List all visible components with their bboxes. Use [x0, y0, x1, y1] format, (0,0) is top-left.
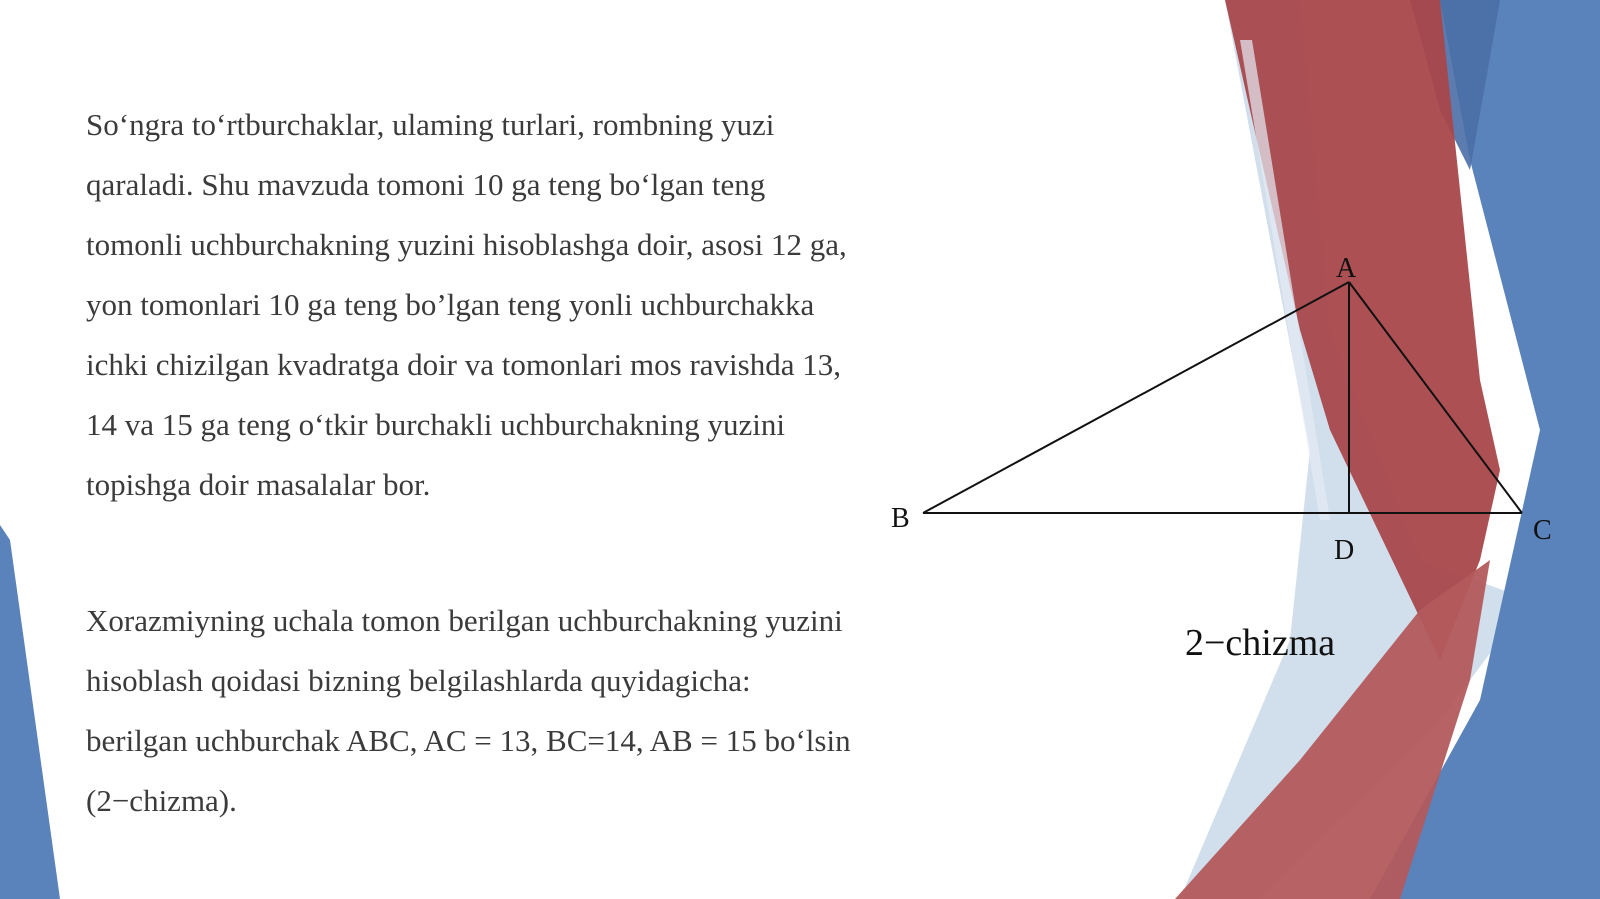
side-ab — [923, 282, 1349, 513]
vertex-label-c: C — [1533, 515, 1552, 546]
paragraph-1: So‘ngra to‘rtburchaklar, ulaming turlari, rombning yuzi qaraladi. Shu mavzuda tomoni 10 ga teng bo‘lgan teng tomonli uchburchakning yuzini hisoblashga doir, asosi 12 ga, yon tomonlari 10 ga teng bo’lgan teng yonli uchburchakka ichki chizilgan kvadratga doir va tomonlari mos ravishda 13, 14 va 15 ga teng o‘tkir burchakli uchburchakning yuzini topishga doir masalalar bor. — [86, 107, 847, 502]
side-ac — [1349, 282, 1522, 513]
vertex-label-b: B — [891, 503, 910, 534]
vertex-label-d: D — [1334, 535, 1355, 566]
figure-caption: 2−chizma — [1185, 622, 1336, 664]
vertex-label-a: A — [1336, 253, 1357, 284]
paragraph-2: Xorazmiyning uchala tomon berilgan uchburchakning yuzini hisoblash qoidasi bizning belgilashlarda quyidagicha: berilgan uchburchak ABC, AC = 13, BC=14, AB = 15 bo‘lsin (2−chizma). — [86, 603, 851, 818]
